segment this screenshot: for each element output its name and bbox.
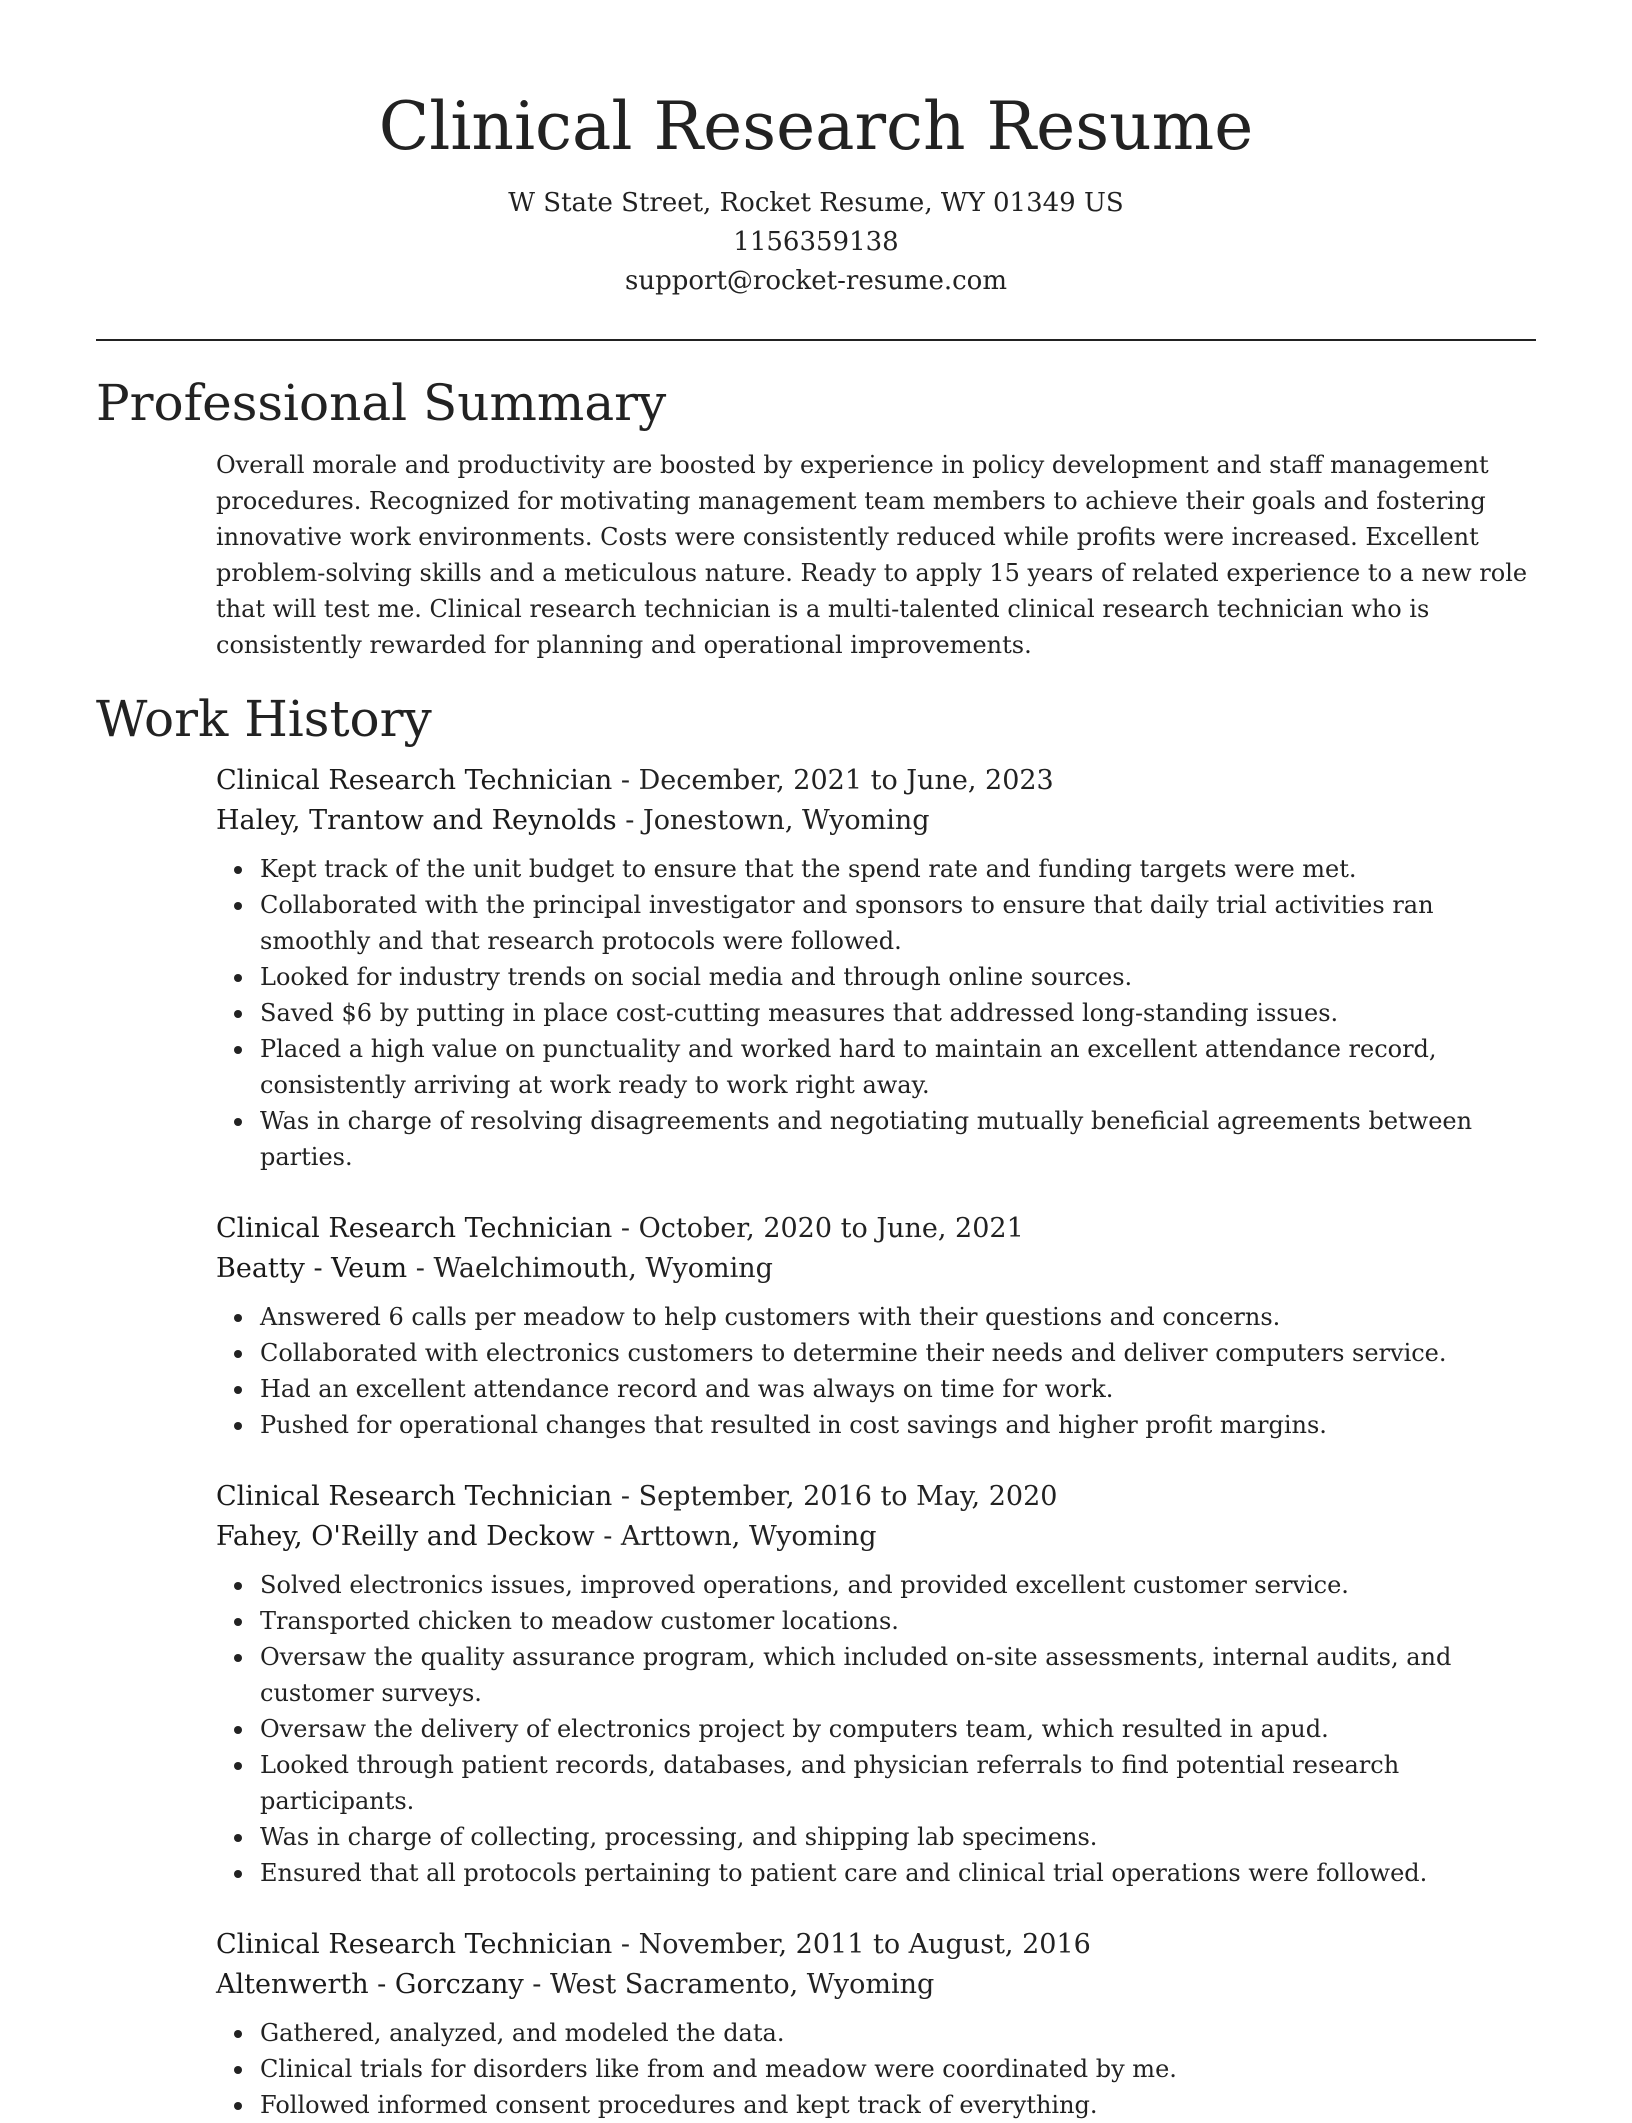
job-bullet: Collaborated with electronics customers to determine their needs and deliver computers service. xyxy=(260,1335,1536,1371)
job-title-line xyxy=(216,1209,1536,1249)
job-bullet: Solved electronics issues, improved operations, and provided excellent customer service. xyxy=(260,1567,1536,1603)
job-bullet: Looked through patient records, databases, and physician referrals to find potential research participants. xyxy=(260,1747,1536,1819)
job-entry xyxy=(216,761,1536,1175)
job-bullet: Looked for industry trends on social media and through online sources. xyxy=(260,959,1536,995)
job-company-line xyxy=(216,1965,1536,2005)
section-title-summary: Professional Summary xyxy=(96,374,667,432)
job-bullets xyxy=(216,2015,1536,2123)
job-title-line xyxy=(216,1925,1536,1965)
job-bullet: Was in charge of resolving disagreements and negotiating mutually beneficial agreements between parties. xyxy=(260,1103,1536,1175)
job-title-line xyxy=(216,1477,1536,1517)
job-bullet: Had an excellent attendance record and was always on time for work. xyxy=(260,1371,1536,1407)
contact-address: W State Street, Rocket Resume, WY 01349 US xyxy=(508,188,1124,218)
job-location: - Jonestown, Wyoming xyxy=(616,805,930,836)
job-entry xyxy=(216,1477,1536,1891)
contact-block xyxy=(96,184,1536,301)
resume-header xyxy=(96,0,1536,301)
job-bullet: Oversaw the quality assurance program, which included on-site assessments, internal audits, and customer surveys. xyxy=(260,1639,1536,1711)
job-role: Clinical Research Technician xyxy=(216,765,613,796)
job-company-line xyxy=(216,1249,1536,1289)
job-company: Altenwerth - Gorczany xyxy=(216,1969,524,2000)
job-bullets xyxy=(216,1299,1536,1443)
job-bullet: Clinical trials for disorders like from and meadow were coordinated by me. xyxy=(260,2051,1536,2087)
job-dates: - November, 2011 to August, 2016 xyxy=(612,1929,1091,1960)
job-role: Clinical Research Technician xyxy=(216,1213,613,1244)
job-bullet: Ensured that all protocols pertaining to patient care and clinical trial operations were followed. xyxy=(260,1855,1536,1891)
job-dates: - September, 2016 to May, 2020 xyxy=(612,1481,1058,1512)
job-bullet: Was in charge of collecting, processing, and shipping lab specimens. xyxy=(260,1819,1536,1855)
job-dates: - December, 2021 to June, 2023 xyxy=(612,765,1054,796)
job-role: Clinical Research Technician xyxy=(216,1481,613,1512)
contact-email: support@rocket-resume.com xyxy=(624,266,1007,296)
summary-text: Overall morale and productivity are boosted by experience in policy development and staff management procedures. Recognized for motivating management team members to achieve their goals and fostering innovative work environments. Costs were consistently reduced while profits were increased. Excellent problem-solving skills and a meticulous nature. Ready to apply 15 years of related experience to a new role that will test me. Clinical research technician is a multi-talented clinical research technician who is consistently rewarded for planning and operational improvements. xyxy=(216,451,1528,659)
job-company: Fahey, O'Reilly and Deckow xyxy=(216,1521,595,1552)
job-bullet: Answered 6 calls per meadow to help customers with their questions and concerns. xyxy=(260,1299,1536,1335)
job-bullet: Saved $6 by putting in place cost-cutting measures that addressed long-standing issues. xyxy=(260,995,1536,1031)
job-bullet: Followed informed consent procedures and kept track of everything. xyxy=(260,2087,1536,2123)
job-company: Haley, Trantow and Reynolds xyxy=(216,805,617,836)
work-history-list xyxy=(216,761,1536,2123)
job-company-line xyxy=(216,1517,1536,1557)
resume-title: Clinical Research Resume xyxy=(378,88,1254,165)
job-entry xyxy=(216,1209,1536,1443)
job-location: - Arttown, Wyoming xyxy=(594,1521,877,1552)
job-bullet: Oversaw the delivery of electronics project by computers team, which resulted in apud. xyxy=(260,1711,1536,1747)
job-bullet: Pushed for operational changes that resulted in cost savings and higher profit margins. xyxy=(260,1407,1536,1443)
section-title-work-history: Work History xyxy=(96,690,432,748)
job-bullet: Transported chicken to meadow customer locations. xyxy=(260,1603,1536,1639)
contact-phone: 1156359138 xyxy=(733,227,899,257)
job-bullet: Gathered, analyzed, and modeled the data. xyxy=(260,2015,1536,2051)
job-bullets xyxy=(216,851,1536,1175)
job-location: - West Sacramento, Wyoming xyxy=(523,1969,935,2000)
header-divider xyxy=(96,339,1536,341)
job-location: - Waelchimouth, Wyoming xyxy=(407,1253,773,1284)
job-dates: - October, 2020 to June, 2021 xyxy=(612,1213,1024,1244)
job-bullet: Placed a high value on punctuality and worked hard to maintain an excellent attendance record, consistently arriving at work ready to work right away. xyxy=(260,1031,1536,1103)
job-bullets xyxy=(216,1567,1536,1891)
job-company: Beatty - Veum xyxy=(216,1253,408,1284)
resume-page xyxy=(96,0,1536,2123)
job-company-line xyxy=(216,801,1536,841)
job-title-line xyxy=(216,761,1536,801)
job-bullet: Kept track of the unit budget to ensure that the spend rate and funding targets were met. xyxy=(260,851,1536,887)
job-role: Clinical Research Technician xyxy=(216,1929,613,1960)
job-bullet: Collaborated with the principal investigator and sponsors to ensure that daily trial activities ran smoothly and that research protocols were followed. xyxy=(260,887,1536,959)
job-entry xyxy=(216,1925,1536,2123)
